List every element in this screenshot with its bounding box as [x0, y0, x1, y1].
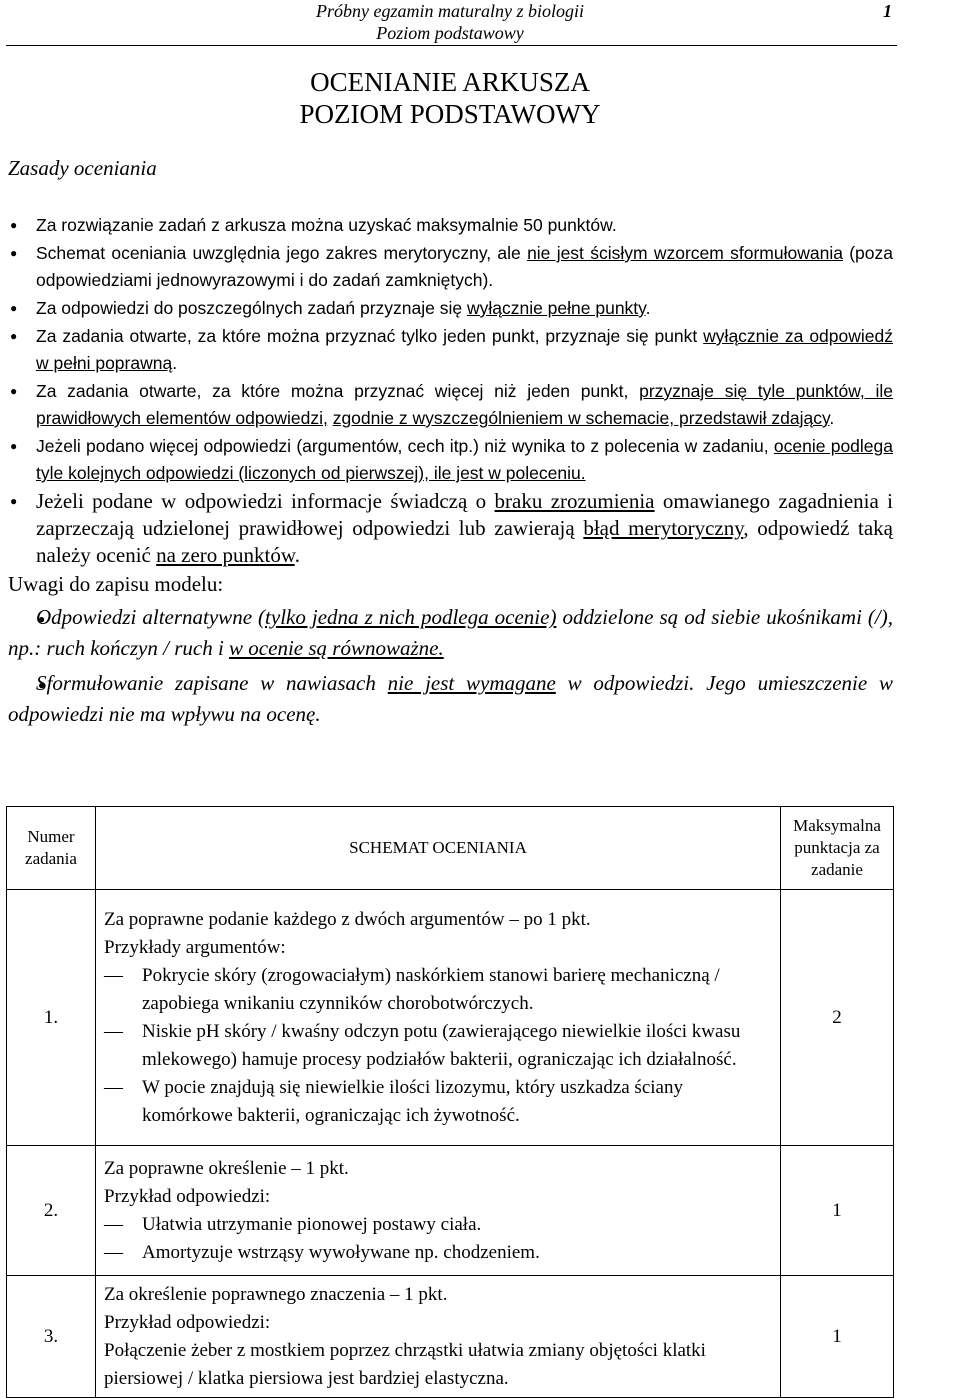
task-number: 2. — [7, 1146, 96, 1276]
list-item: — Amortyzuje wstrząsy wywoływane np. chodzeniem. — [104, 1239, 772, 1267]
uwagi-heading: Uwagi do zapisu modelu: — [8, 572, 224, 596]
task-schema: Za poprawne podanie każdego z dwóch argumentów – po 1 pkt. Przykłady argumentów: — Pokrycie skóry (zrogowaciałym) naskórkiem stanowi barierę mechaniczną / zapobiega wnikaniu czynników chorobotwórczych. — Niskie pH skóry / kwaśny odczyn potu (zawierającego niewielkie ilości kwasu mlekowego) hamuje procesy podziałów bakterii, ograniczając ich działalność. — W pocie znajdują się niewielkie ilości lizozymu, który uszkadza ściany komórkowe bakterii, ograniczając ich żywotność. — [96, 890, 781, 1146]
table-header-row — [7, 807, 894, 890]
rule-item: ● Za zadania otwarte, za które można przyznać więcej niż jeden punkt, przyznaje się tyle punktów, ile prawidłowych elementów odpowiedzi, zgodnie z wyszczególnieniem w schemacie, przedstawił zdający. — [8, 378, 893, 432]
task-max-points: 2 — [781, 890, 894, 1146]
header-level: Poziom podstawowy — [376, 23, 524, 43]
table-row — [7, 1146, 894, 1276]
col-header-max: Maksymalna punktacja za zadanie — [781, 807, 894, 890]
col-header-schema: SCHEMAT OCENIANIA — [96, 807, 781, 890]
task-schema: Za poprawne określenie – 1 pkt. Przykład odpowiedzi: — Ułatwia utrzymanie pionowej postawy ciała. — Amortyzuje wstrząsy wywoływane np. chodzeniem. — [96, 1146, 781, 1276]
col-header-number: Numer zadania — [7, 807, 96, 890]
rule-item: ● Jeżeli podano więcej odpowiedzi (argumentów, cech itp.) niż wynika to z polecenia w zadaniu, ocenie podlega tyle kolejnych odpowiedzi (liczonych od pierwszej), ile jest w poleceniu. — [8, 433, 893, 487]
task-max-points: 1 — [781, 1146, 894, 1276]
header-divider — [6, 45, 897, 46]
rule-item: ● Za odpowiedzi do poszczególnych zadań przyznaje się wyłącznie pełne punkty. — [8, 295, 893, 322]
title-line-1: OCENIANIE ARKUSZA — [310, 67, 590, 97]
list-item: — Ułatwia utrzymanie pionowej postawy ciała. — [104, 1211, 772, 1239]
uwagi-item: ● Sformułowanie zapisane w nawiasach nie jest wymagane w odpowiedzi. Jego umieszczenie w odpowiedzi nie ma wpływu na ocenę. — [8, 668, 893, 730]
rule-item: ● Jeżeli podane w odpowiedzi informacje świadczą o braku zrozumienia omawianego zagadnienia i zaprzeczają udzielonej prawidłowej odpowiedzi lub zawierają błąd merytoryczny, odpowiedź taką należy ocenić na zero punktów. — [8, 488, 893, 569]
list-item: — Niskie pH skóry / kwaśny odczyn potu (zawierającego niewielkie ilości kwasu mlekowego) hamuje procesy podziałów bakterii, ograniczając ich działalność. — [104, 1018, 772, 1074]
rule-item: ● Za zadania otwarte, za które można przyznać tylko jeden punkt, przyznaje się punkt wyłącznie za odpowiedź w pełni poprawną. — [8, 323, 893, 377]
header-exam-title: Próbny egzamin maturalny z biologii — [316, 1, 584, 21]
rule-item: ● Schemat oceniania uwzględnia jego zakres merytoryczny, ale nie jest ścisłym wzorcem sformułowania (poza odpowiedziami jednowyrazowymi i do zadań zamkniętych). — [8, 240, 893, 294]
task-max-points: 1 — [781, 1276, 894, 1398]
list-item: — W pocie znajdują się niewielkie ilości lizozymu, który uszkadza ściany komórkowe bakterii, ograniczając ich żywotność. — [104, 1074, 772, 1130]
table-row — [7, 1276, 894, 1398]
page-header — [0, 0, 960, 46]
uwagi-item: ● Odpowiedzi alternatywne (tylko jedna z nich podlega ocenie) oddzielone są od siebie ukośnikami (/), np.: ruch kończyn / ruch i w ocenie są równoważne. — [8, 602, 893, 664]
page-number: 1 — [883, 1, 892, 21]
table-row — [7, 890, 894, 1146]
scoring-table — [6, 806, 894, 1398]
task-number: 1. — [7, 890, 96, 1146]
task-schema: Za określenie poprawnego znaczenia – 1 pkt. Przykład odpowiedzi: Połączenie żeber z mostkiem poprzez chrząstki ułatwia zmiany objętości klatki piersiowej / klatka piersiowa jest bardziej elastyczna. — [96, 1276, 781, 1398]
title-line-2: POZIOM PODSTAWOWY — [299, 99, 601, 129]
list-item: — Pokrycie skóry (zrogowaciałym) naskórkiem stanowi barierę mechaniczną / zapobiega wnikaniu czynników chorobotwórczych. — [104, 962, 772, 1018]
task-number: 3. — [7, 1276, 96, 1398]
page-title — [0, 66, 900, 130]
section-heading-zasady: Zasady oceniania — [8, 156, 157, 180]
rule-item: ● Za rozwiązanie zadań z arkusza można uzyskać maksymalnie 50 punktów. — [8, 212, 893, 239]
rules-list — [8, 212, 893, 731]
